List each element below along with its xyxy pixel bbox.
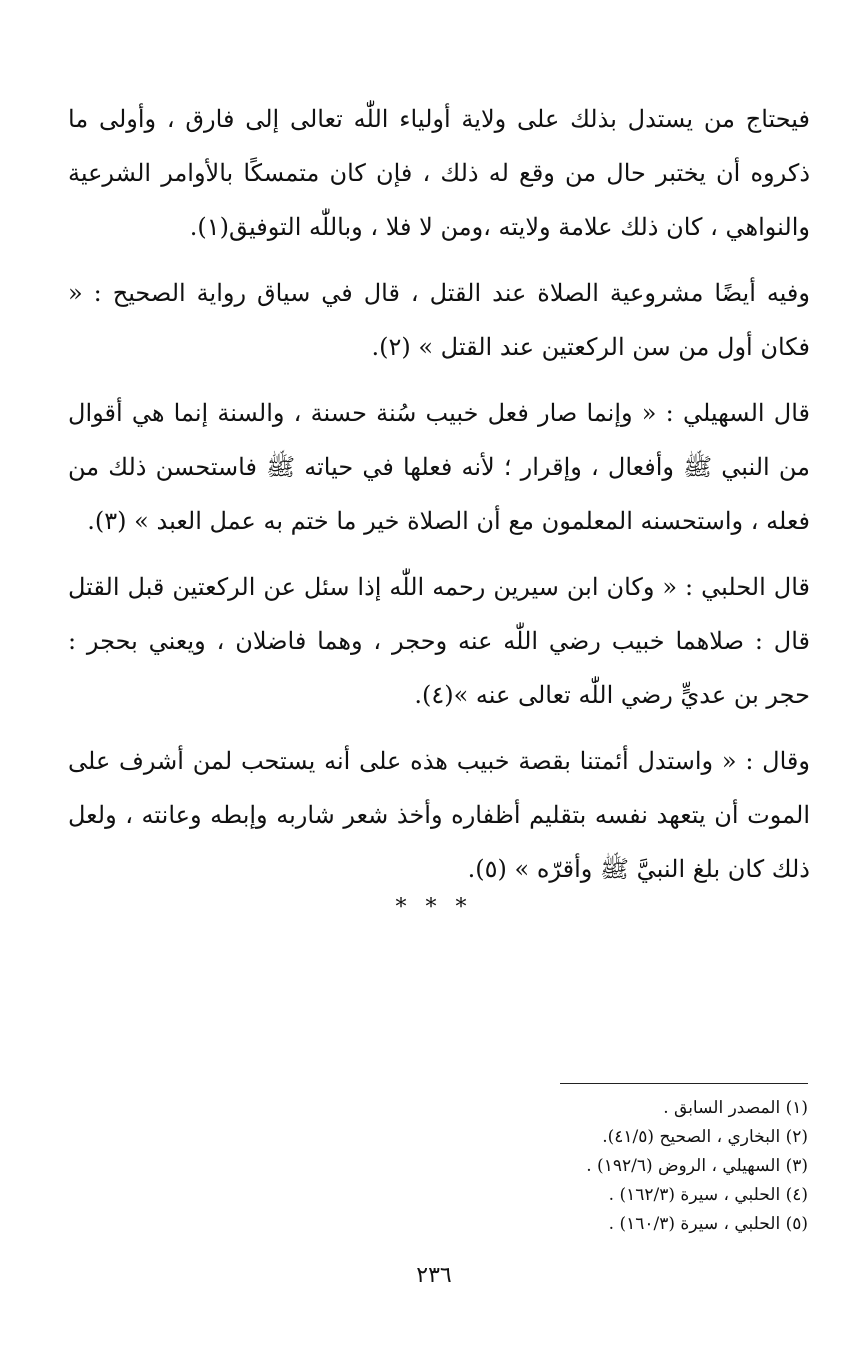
footnote-1: (١) المصدر السابق . xyxy=(663,1098,808,1118)
paragraph-1: فيحتاج من يستدل بذلك على ولاية أولياء اللّٰه تعالى إلى فارق ، وأولى ما ذكروه أن يختبر حال من وقع له ذلك ، فإن كان متمسكًا بالأوامر الشرعية والنواهي ، كان ذلك علامة ولايته ،ومن لا فلا ، وباللّٰه التوفيق(١). xyxy=(68,105,810,241)
page-number: ٢٣٦ xyxy=(416,1263,452,1288)
paragraph-4: قال الحلبي : « وكان ابن سيرين رحمه اللّٰه إذا سئل عن الركعتين قبل القتل قال : صلاهما خبيب رضي اللّٰه عنه وحجر ، وهما فاضلان ، ويعني بحجر : حجر بن عديٍّ رضي اللّٰه تعالى عنه »(٤). xyxy=(68,573,810,709)
footnote-divider xyxy=(560,1083,808,1084)
footnote-2: (٢) البخاري ، الصحيح (٤١/٥). xyxy=(602,1127,808,1147)
section-separator: * * * xyxy=(395,895,473,920)
footnote-3: (٣) السهيلي ، الروض (١٩٢/٦) . xyxy=(586,1156,808,1176)
paragraph-3: قال السهيلي : « وإنما صار فعل خبيب سُنة حسنة ، والسنة إنما هي أقوال من النبي ﷺ وأفعال ، وإقرار ؛ لأنه فعلها في حياته ﷺ فاستحسن ذلك من فعله ، واستحسنه المعلمون مع أن الصلاة خير ما ختم به عمل العبد » (٣). xyxy=(68,399,810,535)
footnote-4: (٤) الحلبي ، سيرة (١٦٢/٣) . xyxy=(608,1185,808,1205)
footnotes xyxy=(308,1094,808,1239)
paragraph-2: وفيه أيضًا مشروعية الصلاة عند القتل ، قال في سياق رواية الصحيح : « فكان أول من سن الركعتين عند القتل » (٢). xyxy=(68,279,810,361)
paragraph-5: وقال : « واستدل أئمتنا بقصة خبيب هذه على أنه يستحب لمن أشرف على الموت أن يتعهد نفسه بتقليم أظفاره وأخذ شعر شاربه وإبطه وعانته ، ولعل ذلك كان بلغ النبيَّ ﷺ وأقرّه » (٥). xyxy=(68,747,810,883)
main-text xyxy=(68,92,810,896)
footnote-5: (٥) الحلبي ، سيرة (١٦٠/٣) . xyxy=(608,1214,808,1234)
